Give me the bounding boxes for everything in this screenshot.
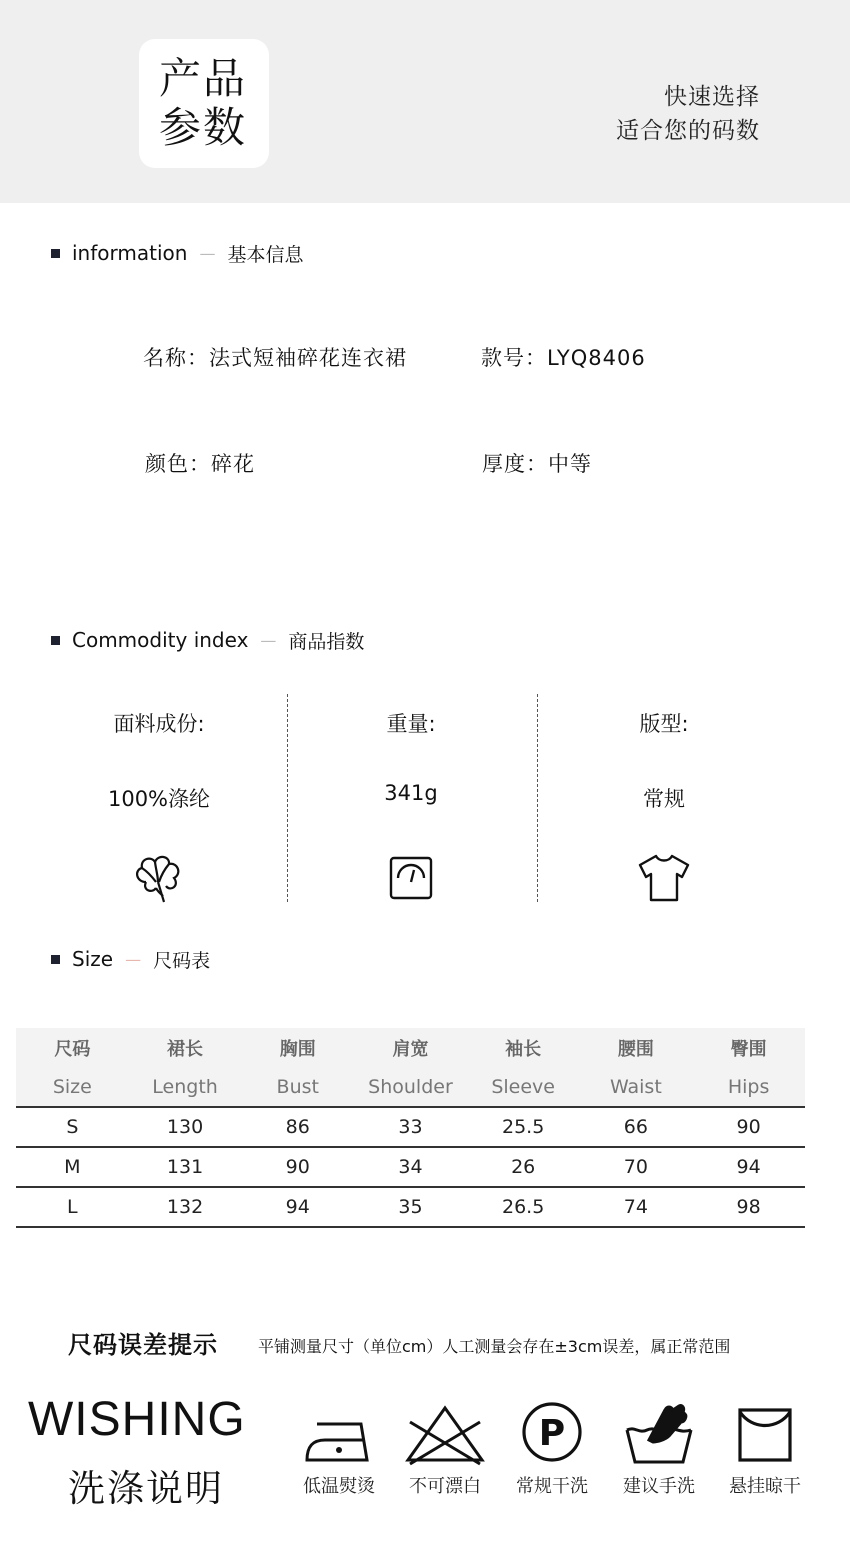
title-line-2: 参数: [159, 103, 248, 152]
column-divider: [537, 694, 538, 902]
bullet-square-icon: [51, 249, 60, 258]
dry-clean-p-icon: [517, 1400, 587, 1466]
table-cell: M: [16, 1147, 129, 1187]
header-cell: 臀围: [692, 1028, 805, 1067]
table-cell: 35: [354, 1187, 467, 1227]
style-number: 款号：LYQ8406: [481, 346, 646, 370]
table-cell: 74: [580, 1187, 693, 1227]
bullet-square-icon: [51, 636, 60, 645]
weight-value: 341g: [384, 781, 438, 805]
dash-icon: —: [199, 243, 216, 263]
section-cn: 基本信息: [227, 243, 304, 266]
care-label: 低温熨烫: [303, 1476, 375, 1497]
care-label: 悬挂晾干: [729, 1476, 801, 1497]
care-item-iron: [289, 1400, 389, 1498]
header-cell: Bust: [241, 1067, 354, 1107]
product-name: 名称：法式短袖碎花连衣裙: [143, 346, 407, 370]
section-cn: 商品指数: [288, 630, 365, 653]
table-header-row-en: [16, 1067, 805, 1107]
header-cell: 裙长: [129, 1028, 242, 1067]
column-divider: [287, 694, 288, 902]
title-card: [139, 39, 269, 168]
table-cell: 94: [692, 1147, 805, 1187]
table-cell: 26: [467, 1147, 580, 1187]
section-en: Size: [72, 947, 114, 971]
header-cell: Size: [16, 1067, 129, 1107]
table-cell: 70: [580, 1147, 693, 1187]
table-header-row-cn: [16, 1028, 805, 1067]
table-row: [16, 1187, 805, 1227]
weight-label: 重量:: [386, 712, 436, 736]
care-item-handwash: [609, 1400, 709, 1498]
table-cell: 33: [354, 1107, 467, 1147]
table-cell: 86: [241, 1107, 354, 1147]
table-cell: 90: [692, 1107, 805, 1147]
table-row: [16, 1107, 805, 1147]
fit-label: 版型:: [639, 712, 689, 736]
section-information-heading: [51, 240, 303, 266]
washing-title-cn: 洗涤说明: [68, 1467, 224, 1510]
header-cell: Shoulder: [354, 1067, 467, 1107]
product-color: 颜色：碎花: [145, 452, 255, 476]
table-cell: 90: [241, 1147, 354, 1187]
care-label: 不可漂白: [409, 1476, 481, 1497]
section-en: Commodity index: [72, 628, 249, 652]
table-cell: 66: [580, 1107, 693, 1147]
svg-text:P: P: [538, 1413, 566, 1454]
iron-low-icon: [299, 1400, 379, 1466]
care-label: 常规干洗: [516, 1476, 588, 1497]
hang-dry-icon: [732, 1400, 798, 1466]
header-banner: [0, 0, 850, 203]
hand-wash-icon: [619, 1400, 699, 1466]
table-cell: 98: [692, 1187, 805, 1227]
header-cell: Sleeve: [467, 1067, 580, 1107]
table-cell: L: [16, 1187, 129, 1227]
tshirt-icon: [634, 848, 694, 908]
scale-icon: [381, 848, 441, 908]
header-cell: Hips: [692, 1067, 805, 1107]
washing-title-en: WISHING: [28, 1393, 246, 1446]
care-item-dryclean: [502, 1400, 602, 1498]
cotton-flower-icon: [128, 848, 188, 908]
table-cell: 132: [129, 1187, 242, 1227]
size-tip-text: 平铺测量尺寸（单位cm）人工测量会存在±3cm误差，属正常范围: [258, 1337, 731, 1356]
header-cell: 腰围: [580, 1028, 693, 1067]
fit-value: 常规: [643, 787, 685, 811]
header-cell: 袖长: [467, 1028, 580, 1067]
header-cell: Waist: [580, 1067, 693, 1107]
bullet-square-icon: [51, 955, 60, 964]
dash-icon: —: [260, 630, 277, 650]
table-cell: 26.5: [467, 1187, 580, 1227]
table-cell: 131: [129, 1147, 242, 1187]
care-item-bleach: [395, 1400, 495, 1498]
care-label: 建议手洗: [623, 1476, 695, 1497]
table-cell: S: [16, 1107, 129, 1147]
no-bleach-icon: [400, 1400, 490, 1466]
size-tip-title: 尺码误差提示: [68, 1331, 218, 1359]
product-thickness: 厚度：中等: [482, 452, 592, 476]
fabric-label: 面料成份:: [113, 712, 205, 736]
header-cell: 尺码: [16, 1028, 129, 1067]
section-size-heading: [51, 946, 210, 972]
header-cell: 肩宽: [354, 1028, 467, 1067]
care-item-hangdry: [715, 1400, 815, 1498]
title-line-1: 产品: [159, 54, 248, 103]
header-subtitle-2: 适合您的码数: [616, 118, 760, 144]
section-en: information: [72, 241, 188, 265]
table-cell: 130: [129, 1107, 242, 1147]
table-cell: 25.5: [467, 1107, 580, 1147]
size-table: [16, 1028, 805, 1228]
section-commodity-heading: [51, 627, 364, 653]
table-cell: 94: [241, 1187, 354, 1227]
header-cell: Length: [129, 1067, 242, 1107]
section-cn: 尺码表: [153, 949, 211, 972]
header-cell: 胸围: [241, 1028, 354, 1067]
header-subtitle-1: 快速选择: [664, 84, 760, 110]
fabric-value: 100%涤纶: [107, 787, 211, 811]
dash-icon: —: [125, 949, 142, 969]
table-cell: 34: [354, 1147, 467, 1187]
table-row: [16, 1147, 805, 1187]
